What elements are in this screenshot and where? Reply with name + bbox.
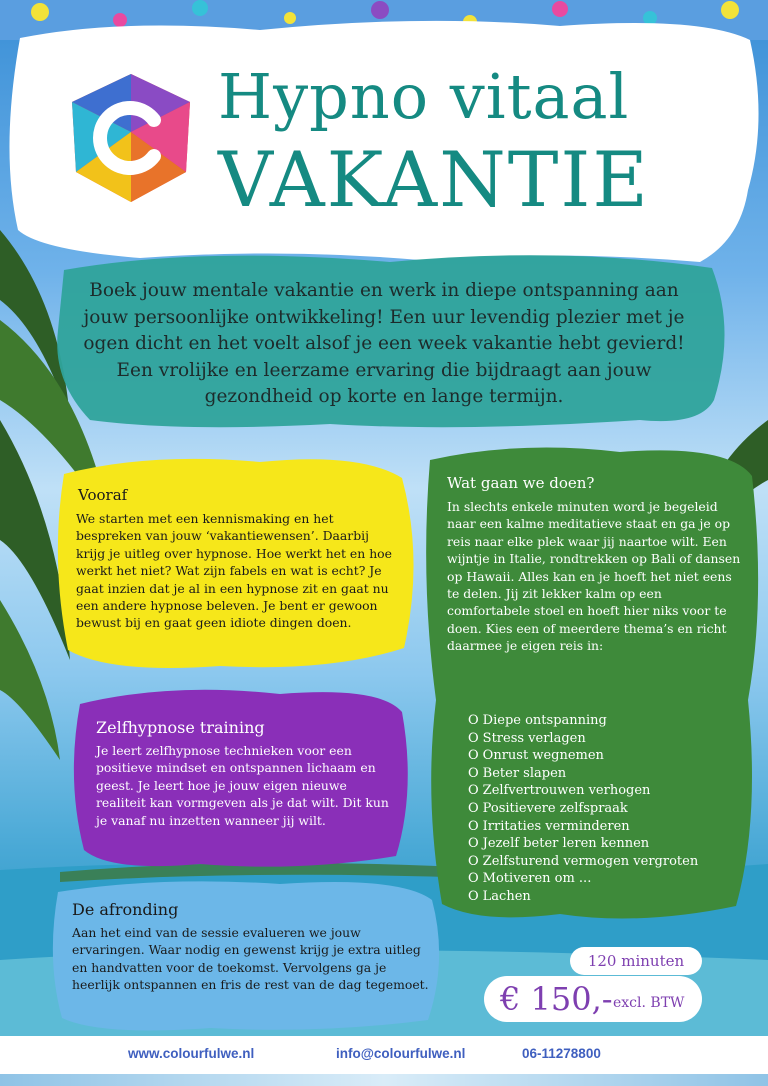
list-item: O Positievere zelfspraak xyxy=(468,800,628,816)
bullet: O xyxy=(468,853,479,869)
bullet: O xyxy=(468,800,479,816)
price-note: excl. BTW xyxy=(613,995,685,1011)
list-item: O Beter slapen xyxy=(468,765,567,781)
bullet: O xyxy=(468,888,479,904)
bullet: O xyxy=(468,836,479,852)
bullet: O xyxy=(468,783,479,799)
bullet: O xyxy=(468,730,479,746)
list-item: O Motiveren om ... xyxy=(468,871,592,887)
list-item: O Irritaties verminderen xyxy=(468,818,630,834)
zelfhypnose-text: Je leert zelfhypnose technieken voor een positieve mindset en ontspannen lichaam en geest. Je leert hoe je jouw eigen nieuwe realiteit kan vormgeven als je dat wilt. Dit kun je vanaf nu inzetten wanneer jij wilt. xyxy=(96,743,389,828)
list-item: O Jezelf beter leren kennen xyxy=(468,836,650,852)
wat-gaan-we-doen-text: In slechts enkele minuten word je begeleid naar een kalme meditatieve staat en ga je op reis naar elke plek waar jij naartoe wilt. Een wijntje in Italie, rondtrekken op Bali of dansen op Hawaii. Alles kan en je hoeft het niet eens te delen. Jij zit lekker kalm op een comfortabele stoel en hoeft hier niks voor te doen. Kies een of meerdere thema’s en richt daarmee je eigen reis in: xyxy=(447,499,741,654)
price-amount: € 150,- xyxy=(500,980,613,1018)
bullet: O xyxy=(468,748,479,764)
title-line-2: VAKANTIE xyxy=(218,135,650,224)
vooraf-text: We starten met een kennismaking en het bespreken van jouw ‘vakantiewensen’. Daarbij krijg je uitleg over hypnose. Hoe werkt het en hoe werkt het niet? Wat zijn fabels en wat is echt? Je gaat inzien dat je al in een hypnose zit en gaat nu een andere hypnose beleven. Je bent er gewoon bewust bij en gaat geen idiote dingen doen. xyxy=(76,511,392,631)
footer-website-link[interactable]: www.colourfulwe.nl xyxy=(128,1046,255,1061)
bullet: O xyxy=(468,713,479,728)
footer-email-link[interactable]: info@colourfulwe.nl xyxy=(336,1046,466,1061)
bullet: O xyxy=(468,871,479,887)
bullet: O xyxy=(468,765,479,781)
afronding-text: Aan het eind van de sessie evalueren we jouw ervaringen. Waar nodig en gewenst krijg je extra uitleg en handvatten voor de toekomst. Vervolgens ga je heerlijk ontspannen en fris de rest van de dag tegemoet. xyxy=(72,925,429,993)
footer-phone[interactable]: 06-11278800 xyxy=(522,1046,601,1061)
vooraf-title: Vooraf xyxy=(78,486,128,504)
list-item: O Zelfvertrouwen verhogen xyxy=(468,783,651,799)
bottom-water-strip xyxy=(0,1074,768,1086)
intro-text: Boek jouw mentale vakantie en werk in diepe ontspanning aan jouw persoonlijke ontwikkeling! Een uur levendig plezier met je ogen dicht en het voelt alsof je een week vakantie hebt gevierd! Een vrolijke en leerzame ervaring die bijdraagt aan jouw gezondheid op korte en lange termijn. xyxy=(83,280,685,407)
afronding-title: De afronding xyxy=(72,900,179,919)
wat-gaan-we-doen-title: Wat gaan we doen? xyxy=(447,474,595,492)
bullet: O xyxy=(468,818,479,834)
zelfhypnose-title: Zelfhypnose training xyxy=(96,718,265,737)
list-item: O Lachen xyxy=(468,888,531,904)
list-item: O Diepe ontspanning xyxy=(468,713,607,728)
colourful-c-hexagon-logo-icon xyxy=(68,72,194,204)
duration-badge: 120 minuten xyxy=(570,947,702,975)
theme-list xyxy=(468,712,698,906)
list-item: O Zelfsturend vermogen vergroten xyxy=(468,853,699,869)
list-item: O Stress verlagen xyxy=(468,730,586,746)
list-item: O Onrust wegnemen xyxy=(468,748,604,764)
title-line-1: Hypno vitaal xyxy=(218,60,630,133)
